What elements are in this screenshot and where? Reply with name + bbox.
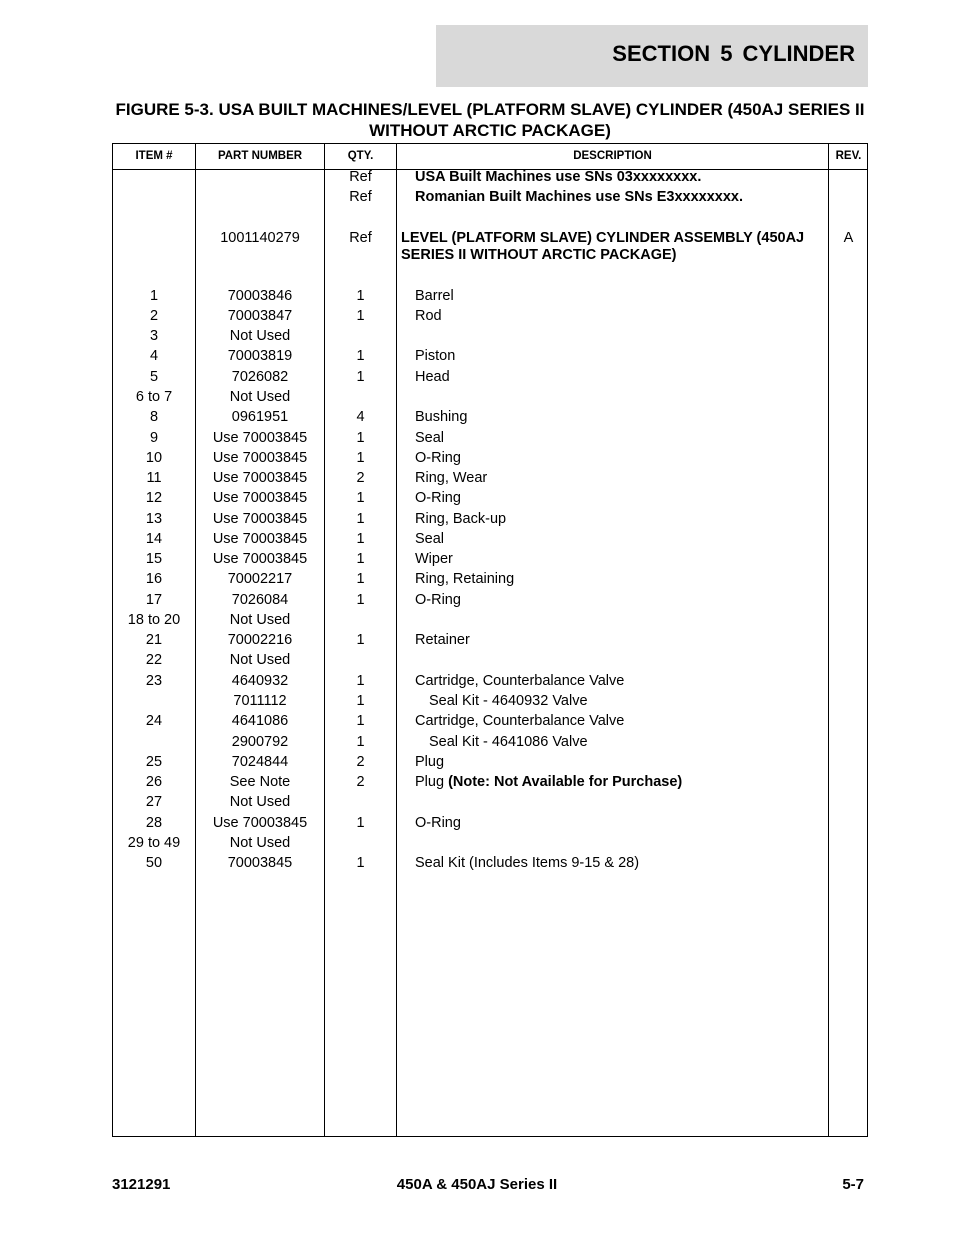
description-text: Cartridge, Counterbalance Valve xyxy=(415,713,625,729)
quantity: 1 xyxy=(356,531,365,547)
section-banner xyxy=(436,25,868,87)
quantity: 1 xyxy=(356,430,365,446)
description xyxy=(401,230,821,264)
part-number: 70003847 xyxy=(227,308,293,324)
quantity: 1 xyxy=(356,348,365,364)
description xyxy=(415,531,825,548)
part-number: Use 70003845 xyxy=(212,470,308,486)
header-description: DESCRIPTION xyxy=(573,150,652,162)
part-number: Use 70003845 xyxy=(212,551,308,567)
item-number: 28 xyxy=(145,815,163,831)
part-number: 1001140279 xyxy=(220,230,300,246)
part-number: 2900792 xyxy=(231,734,289,750)
header-qty: QTY. xyxy=(347,150,374,162)
description xyxy=(415,348,825,365)
quantity: 1 xyxy=(356,369,365,385)
quantity: 1 xyxy=(356,734,365,750)
quantity: 1 xyxy=(356,592,365,608)
part-number: Use 70003845 xyxy=(212,511,308,527)
description-text: Seal Kit - 4641086 Valve xyxy=(429,734,588,750)
quantity: 1 xyxy=(356,308,365,324)
part-number: 70002216 xyxy=(227,632,293,648)
part-number: Not Used xyxy=(229,389,291,405)
part-number: Use 70003845 xyxy=(212,450,308,466)
description-text: Barrel xyxy=(415,288,454,304)
description-text: Seal xyxy=(415,531,445,547)
item-number: 13 xyxy=(145,511,163,527)
item-number: 21 xyxy=(145,632,163,648)
quantity: 1 xyxy=(356,713,365,729)
item-number: 4 xyxy=(149,348,159,364)
item-number: 22 xyxy=(145,652,163,668)
item-number: 26 xyxy=(145,774,163,790)
part-number: 70002217 xyxy=(227,571,293,587)
item-number: 23 xyxy=(145,673,163,689)
description xyxy=(415,855,825,872)
item-number: 5 xyxy=(149,369,159,385)
description-text: Romanian Built Machines use SNs E3xxxxxxxx. xyxy=(415,189,743,205)
description xyxy=(415,450,825,467)
item-number: 50 xyxy=(145,855,163,871)
quantity: Ref xyxy=(349,189,372,205)
description xyxy=(415,754,825,771)
part-number: 7011112 xyxy=(233,693,287,709)
item-number: 27 xyxy=(145,794,163,810)
description xyxy=(415,592,825,609)
description xyxy=(415,815,825,832)
description xyxy=(415,774,825,791)
description xyxy=(415,189,825,206)
description xyxy=(415,470,825,487)
revision: A xyxy=(843,230,854,246)
description-text: Rod xyxy=(415,308,442,324)
description-text: Plug xyxy=(415,754,445,770)
item-number: 14 xyxy=(145,531,163,547)
description-note: (Note: Not Available for Purchase) xyxy=(448,774,683,790)
quantity: 1 xyxy=(356,551,365,567)
part-number: 4641086 xyxy=(231,713,289,729)
description xyxy=(415,430,825,447)
item-number: 11 xyxy=(146,470,162,486)
description-text: Ring, Wear xyxy=(415,470,488,486)
description-text: LEVEL (PLATFORM SLAVE) CYLINDER ASSEMBLY (450AJ SERIES II WITHOUT ARCTIC PACKAGE) xyxy=(401,230,805,263)
part-number: 70003819 xyxy=(227,348,293,364)
quantity: 1 xyxy=(356,693,365,709)
part-number: Not Used xyxy=(229,835,291,851)
item-number: 16 xyxy=(145,571,163,587)
part-number: Not Used xyxy=(229,328,291,344)
quantity: 4 xyxy=(356,409,365,425)
quantity: 1 xyxy=(356,632,365,648)
part-number: Not Used xyxy=(229,794,291,810)
description-text: O-Ring xyxy=(415,815,461,831)
quantity: 1 xyxy=(356,673,365,689)
part-number: Use 70003845 xyxy=(212,531,308,547)
part-number: 70003846 xyxy=(227,288,293,304)
description-text: Seal xyxy=(415,430,445,446)
part-number: 7026084 xyxy=(231,592,289,608)
part-number: Not Used xyxy=(229,652,291,668)
footer-model: 450A & 450AJ Series II xyxy=(396,1176,558,1193)
item-number: 1 xyxy=(149,288,159,304)
description-text: Head xyxy=(415,369,450,385)
description xyxy=(415,490,825,507)
description xyxy=(415,632,825,649)
part-number: Use 70003845 xyxy=(212,490,308,506)
figure-title: FIGURE 5-3. USA BUILT MACHINES/LEVEL (PLATFORM SLAVE) CYLINDER (450AJ SERIES II WITHOUT ARCTIC PACKAGE) xyxy=(115,100,865,140)
description xyxy=(415,409,825,426)
description-text: Cartridge, Counterbalance Valve xyxy=(415,673,625,689)
description-text: Seal Kit - 4640932 Valve xyxy=(429,693,588,709)
quantity: 1 xyxy=(356,450,365,466)
item-number: 17 xyxy=(145,592,163,608)
header-item: ITEM # xyxy=(135,150,173,162)
part-number: 70003845 xyxy=(227,855,293,871)
column-divider xyxy=(828,144,829,1136)
item-number: 18 to 20 xyxy=(127,612,181,628)
description-text: O-Ring xyxy=(415,592,461,608)
quantity: 1 xyxy=(356,490,365,506)
description xyxy=(415,571,825,588)
item-number: 3 xyxy=(149,328,159,344)
description-text: Seal Kit (Includes Items 9-15 & 28) xyxy=(415,855,640,871)
section-title: SECTION 5 CYLINDER xyxy=(612,41,855,66)
item-number: 25 xyxy=(145,754,163,770)
item-number: 8 xyxy=(149,409,159,425)
item-number: 9 xyxy=(149,430,159,446)
quantity: Ref xyxy=(349,230,372,246)
part-number: Use 70003845 xyxy=(212,815,308,831)
quantity: 2 xyxy=(356,470,365,486)
quantity: 1 xyxy=(356,571,365,587)
item-number: 6 to 7 xyxy=(135,389,173,405)
item-number: 15 xyxy=(145,551,163,567)
footer-doc-number: 3121291 xyxy=(112,1176,171,1193)
description-text: O-Ring xyxy=(415,490,461,506)
description xyxy=(415,169,825,186)
description xyxy=(415,308,825,325)
description-text: Retainer xyxy=(415,632,470,648)
footer-page-number: 5-7 xyxy=(842,1176,864,1193)
item-number: 29 to 49 xyxy=(127,835,181,851)
quantity: 1 xyxy=(356,815,365,831)
description xyxy=(415,673,825,690)
description-text: Plug xyxy=(415,774,445,790)
description-text: Ring, Retaining xyxy=(415,571,515,587)
description xyxy=(415,551,825,568)
description-text: Piston xyxy=(415,348,456,364)
description xyxy=(415,511,825,528)
description xyxy=(429,734,839,751)
description xyxy=(429,693,839,710)
part-number: Use 70003845 xyxy=(212,430,308,446)
description xyxy=(415,713,825,730)
description xyxy=(415,369,825,386)
part-number: Not Used xyxy=(229,612,291,628)
description xyxy=(415,288,825,305)
quantity: 2 xyxy=(356,754,365,770)
item-number: 12 xyxy=(145,490,163,506)
description-text: Wiper xyxy=(415,551,453,567)
part-number: 0961951 xyxy=(231,409,289,425)
quantity: 1 xyxy=(356,855,365,871)
header-part-number: PART NUMBER xyxy=(217,150,303,162)
part-number: See Note xyxy=(229,774,291,790)
part-number: 4640932 xyxy=(231,673,289,689)
column-divider xyxy=(396,144,397,1136)
item-number: 2 xyxy=(149,308,159,324)
part-number: 7024844 xyxy=(231,754,289,770)
quantity: 1 xyxy=(356,511,365,527)
description-text: Bushing xyxy=(415,409,468,425)
description-text: O-Ring xyxy=(415,450,461,466)
quantity: Ref xyxy=(349,169,372,185)
item-number: 10 xyxy=(145,450,163,466)
parts-table xyxy=(112,143,868,1137)
description-text: USA Built Machines use SNs 03xxxxxxxx. xyxy=(415,169,702,185)
description-text: Ring, Back-up xyxy=(415,511,507,527)
quantity: 1 xyxy=(356,288,365,304)
quantity: 2 xyxy=(356,774,365,790)
header-rev: REV. xyxy=(835,150,862,162)
item-number: 24 xyxy=(145,713,163,729)
part-number: 7026082 xyxy=(231,369,289,385)
